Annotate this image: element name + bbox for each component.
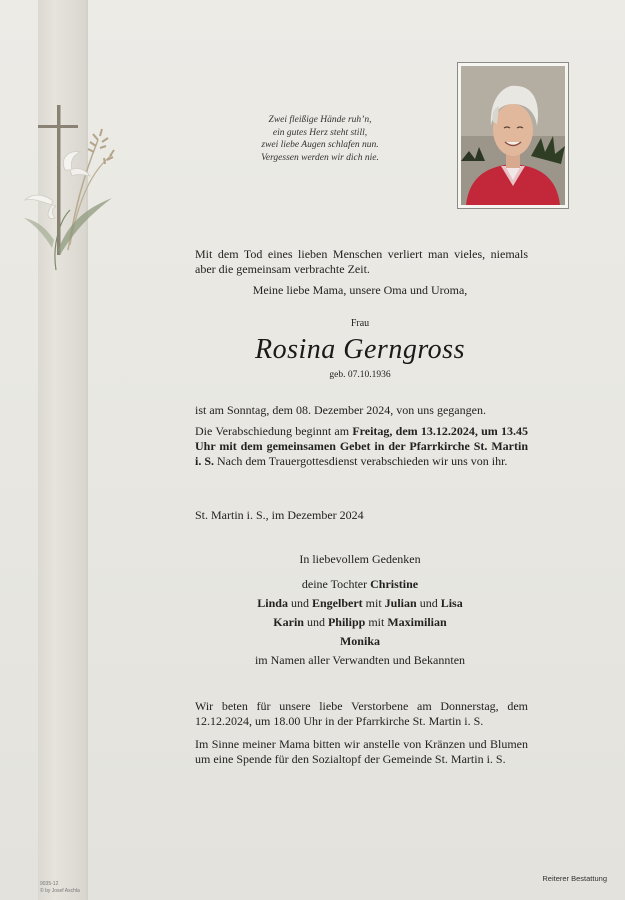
prayer-notice: Wir beten für unsere liebe Verstorbene am Donnerstag, dem 12.12.2024, um 18.00 Uhr in der Pfarrkirche St. Martin i. S. (195, 699, 528, 728)
verse-line: ein gutes Herz steht still, (272, 127, 368, 138)
intro-address: Meine liebe Mama, unsere Oma und Uroma, (252, 283, 468, 297)
mourner-name: Linda (257, 596, 288, 610)
farewell-date-place: Freitag, dem 13.12.2024, um 13.45 Uhr mit dem gemeinsamen Gebet in der Pfarrkirche St. Martin i. S. (195, 424, 529, 468)
verse-line: Vergessen werden wir dich nie. (261, 152, 379, 163)
undertaker-name: Reiterer Bestattung (542, 874, 607, 883)
farewell-text-end: Nach dem Trauergottesdienst verabschieden wir uns von ihr. (214, 454, 508, 468)
cross-lily-icon (20, 70, 120, 280)
mourner-line (180, 615, 540, 630)
birth-date: geb. 07.10.1936 (329, 370, 391, 380)
mourner-name: Engelbert (311, 596, 363, 610)
verse-line: zwei liebe Augen schlafen nun. (261, 140, 379, 150)
mourner-line (180, 596, 540, 611)
mourner-name: Christine (370, 577, 419, 591)
mourner-name: Karin (273, 615, 304, 629)
mourner-name: Philipp (327, 615, 366, 629)
farewell-paragraph (195, 424, 528, 469)
mourner-name: Julian (384, 596, 417, 610)
salutation: Frau (350, 318, 370, 329)
print-code: 9035-12 (40, 881, 59, 887)
portrait-photo (461, 66, 565, 205)
death-notice: ist am Sonntag, dem 08. Dezember 2024, von uns gegangen. (195, 403, 486, 417)
verse-line: Zwei fleißige Hände ruh’n, (268, 115, 372, 125)
donation-notice: Im Sinne meiner Mama bitten wir anstelle von Kränzen und Blumen um eine Spende für den Sozialtopf der Gemeinde St. Martin i. S. (195, 737, 528, 766)
mourners-heading: In liebevollem Gedenken (299, 552, 421, 566)
mourner-name: Monika (339, 634, 380, 648)
farewell-text: Die Verabschiedung beginnt am (195, 424, 353, 438)
mourner-line (180, 634, 540, 649)
place-date: St. Martin i. S., im Dezember 2024 (195, 508, 364, 522)
portrait-frame (457, 62, 569, 209)
mourner-text: und (303, 615, 328, 629)
mourner-line (180, 577, 540, 592)
mourner-text: mit (365, 615, 388, 629)
mourner-text: und (416, 596, 441, 610)
memorial-verse (220, 114, 420, 164)
mourner-name: Maximilian (387, 615, 447, 629)
mourner-text: mit (362, 596, 385, 610)
intro-text: Mit dem Tod eines lieben Menschen verliert man vieles, niemals aber die gemeinsam verbrachte Zeit. (195, 247, 528, 276)
mourners-closing: im Namen aller Verwandten und Bekannten (254, 653, 466, 667)
mourner-text: deine Tochter (301, 577, 371, 591)
mourner-text: und (287, 596, 312, 610)
mourner-name: Lisa (440, 596, 463, 610)
copyright: © by Josef Aschla (40, 888, 80, 894)
deceased-name: Rosina Gerngross (255, 334, 465, 365)
